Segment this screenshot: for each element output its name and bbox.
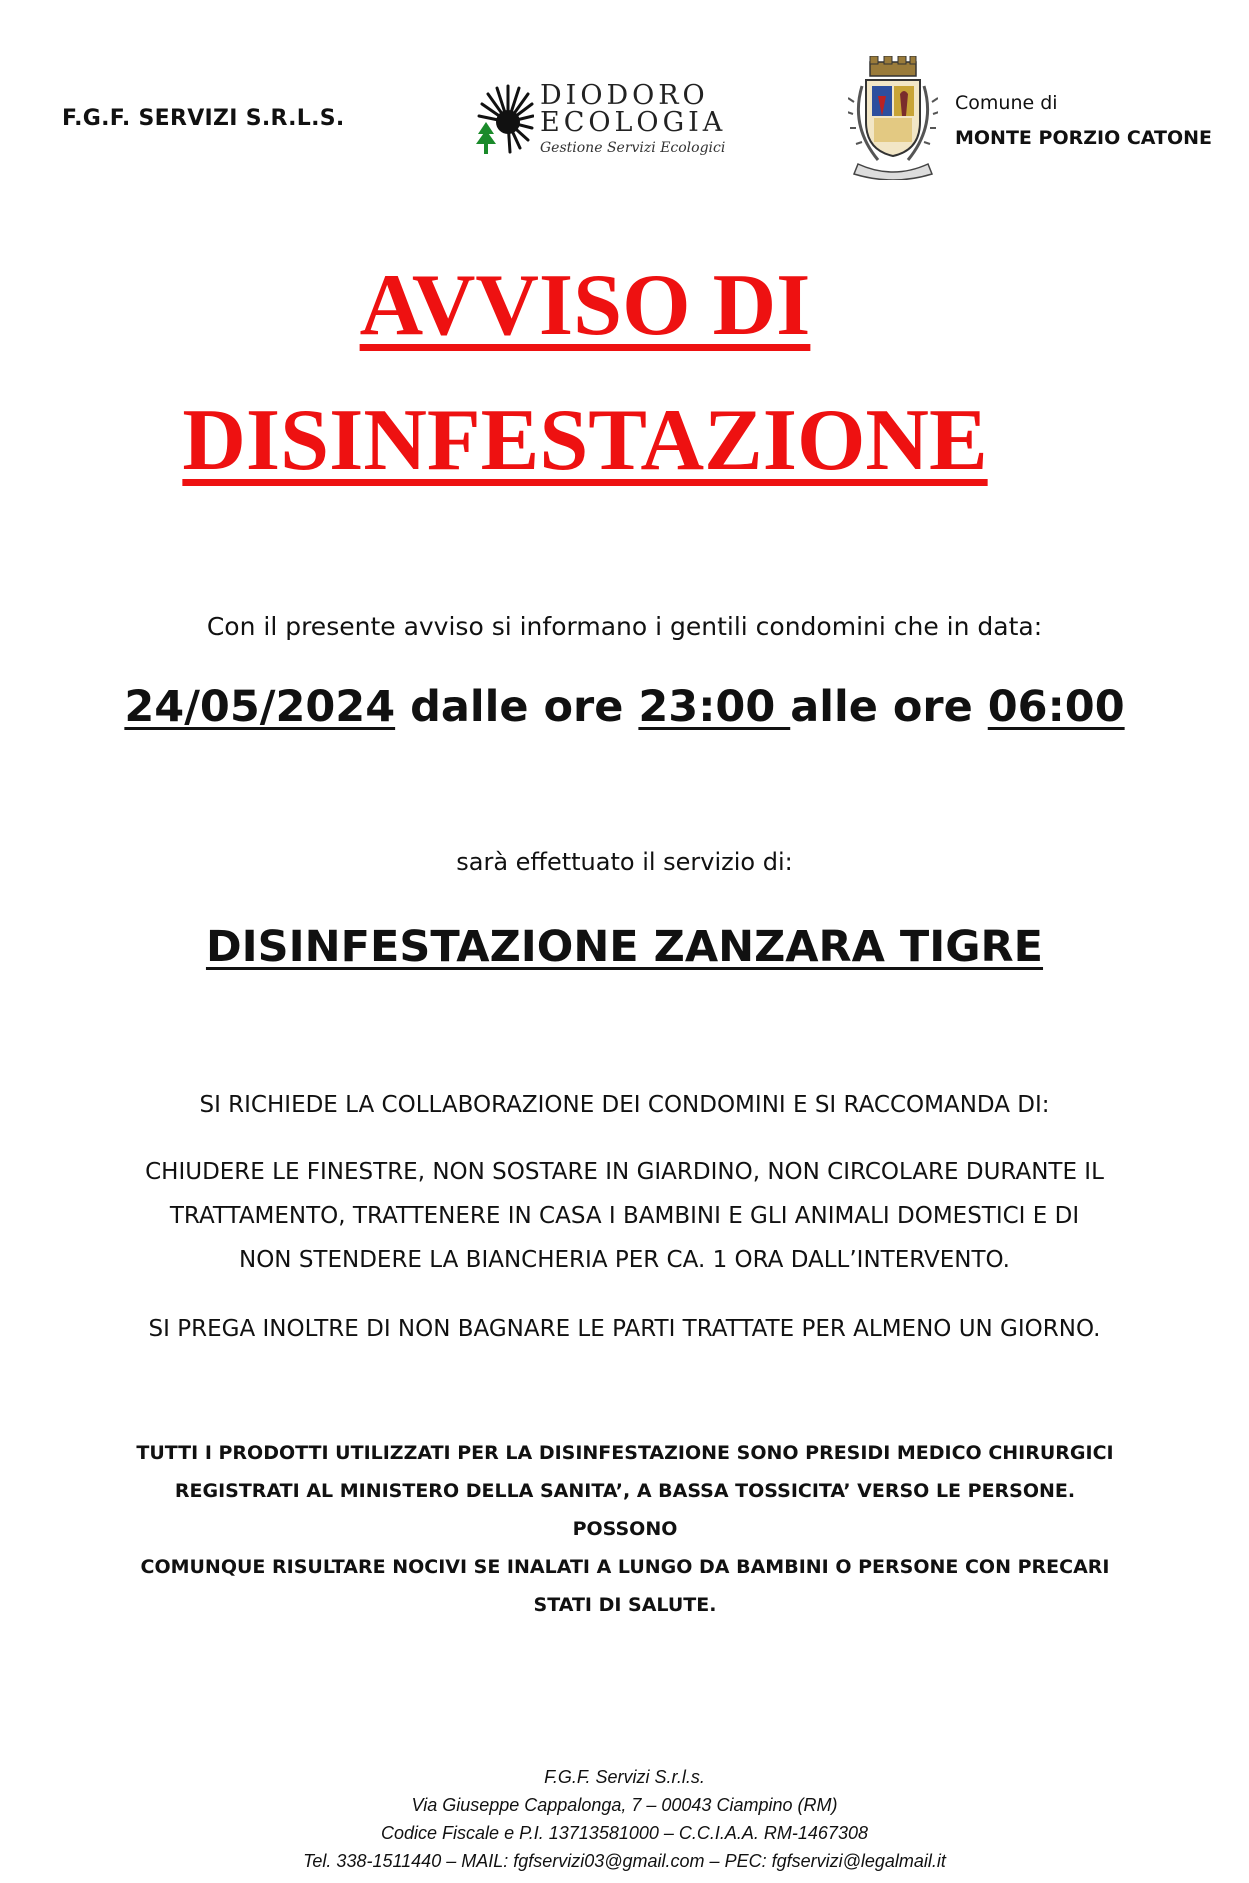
rules-block — [110, 1150, 1139, 1282]
collaboration-request: SI RICHIEDE LA COLLABORAZIONE DEI CONDOMINI E SI RACCOMANDA DI: — [199, 1092, 1050, 1118]
warning-line: TUTTI I PRODOTTI UTILIZZATI PER LA DISINFESTAZIONE SONO PRESIDI MEDICO CHIRURGICI — [136, 1442, 1114, 1464]
rules-line: TRATTAMENTO, TRATTENERE IN CASA I BAMBINI E GLI ANIMALI DOMESTICI E DI — [169, 1203, 1080, 1229]
footer-contacts: Tel. 338-1511440 – MAIL: fgfservizi03@gmail.com – PEC: fgfservizi@legalmail.it — [303, 1851, 946, 1871]
comune-prefix: Comune di — [955, 92, 1058, 114]
schedule-from-label: dalle ore — [395, 682, 639, 732]
title-line-1: AVVISO DI — [359, 257, 811, 354]
service-intro: sarà effettuato il servizio di: — [456, 848, 793, 876]
warning-line: STATI DI SALUTE. — [533, 1594, 717, 1616]
comune-name: MONTE PORZIO CATONE — [955, 127, 1213, 149]
schedule-start-time: 23:00 — [638, 682, 791, 732]
sun-tree-logo-icon — [468, 82, 534, 156]
diodoro-logo — [468, 80, 748, 160]
watering-request: SI PREGA INOLTRE DI NON BAGNARE LE PARTI TRATTATE PER ALMENO UN GIORNO. — [148, 1316, 1101, 1342]
company-name: F.G.F. SERVIZI S.R.L.S. — [62, 106, 345, 131]
schedule-end-time: 06:00 — [987, 682, 1125, 732]
schedule-line — [0, 682, 1249, 732]
municipality-label — [955, 86, 1212, 156]
title-line-2: DISINFESTAZIONE — [182, 392, 988, 489]
products-warning — [120, 1434, 1130, 1624]
footer — [0, 1763, 1249, 1875]
rules-line: NON STENDERE LA BIANCHERIA PER CA. 1 ORA DALL’INTERVENTO. — [239, 1247, 1010, 1273]
schedule-to-label: alle ore — [790, 682, 988, 732]
logo-line-3: Gestione Servizi Ecologici — [540, 140, 726, 156]
footer-fiscal: Codice Fiscale e P.I. 13713581000 – C.C.I.A.A. RM-1467308 — [381, 1823, 868, 1843]
municipal-crest-icon — [848, 56, 938, 180]
logo-line-1: DIODORO — [540, 80, 709, 111]
rules-line: CHIUDERE LE FINESTRE, NON SOSTARE IN GIARDINO, NON CIRCOLARE DURANTE IL — [145, 1159, 1104, 1185]
intro-text: Con il presente avviso si informano i gentili condomini che in data: — [206, 612, 1043, 641]
schedule-date: 24/05/2024 — [124, 682, 396, 732]
footer-company: F.G.F. Servizi S.r.l.s. — [544, 1767, 705, 1787]
footer-address: Via Giuseppe Cappalonga, 7 – 00043 Ciampino (RM) — [411, 1795, 838, 1815]
warning-line: COMUNQUE RISULTARE NOCIVI SE INALATI A LUNGO DA BAMBINI O PERSONE CON PRECARI — [140, 1556, 1110, 1578]
service-name: DISINFESTAZIONE ZANZARA TIGRE — [205, 922, 1044, 972]
logo-line-2: ECOLOGIA — [540, 107, 727, 138]
warning-line: REGISTRATI AL MINISTERO DELLA SANITA’, A BASSA TOSSICITA’ VERSO LE PERSONE. POSSONO — [174, 1480, 1076, 1540]
